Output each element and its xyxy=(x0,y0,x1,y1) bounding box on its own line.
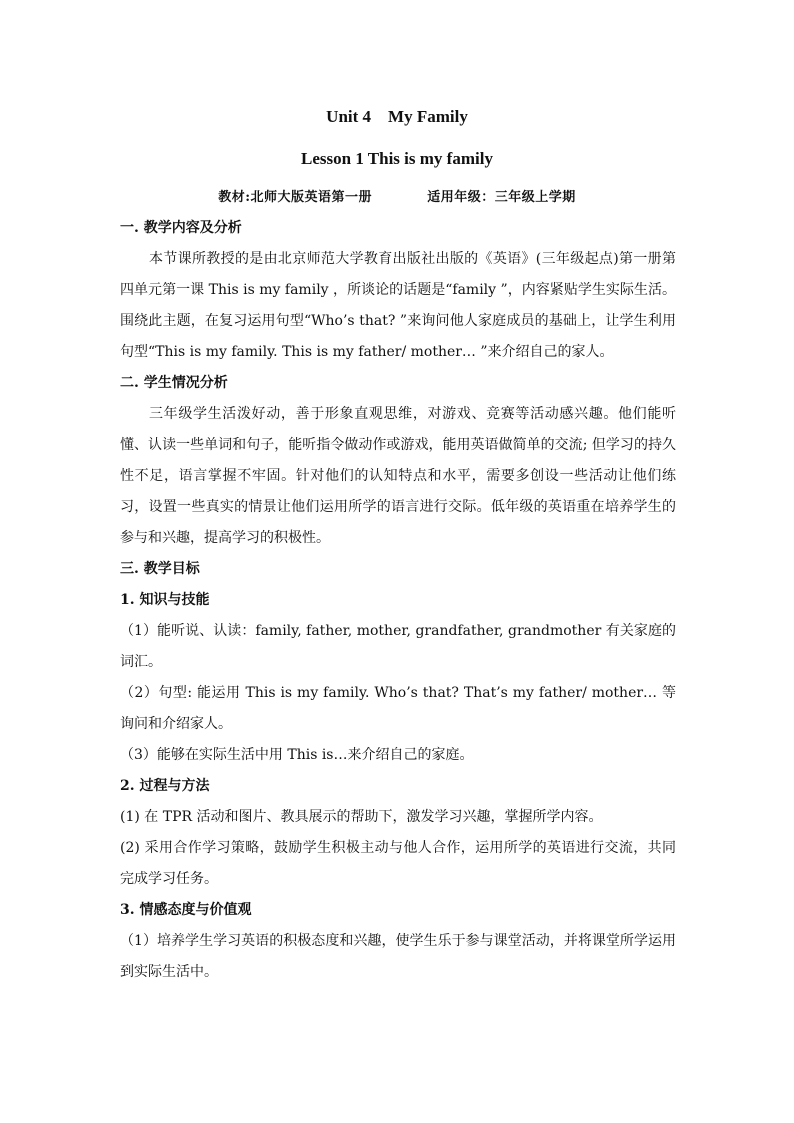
document-meta xyxy=(0,186,794,205)
goal-item: （1）能听说、认读：family, father, mother, grandfather, grandmother 有关家庭的词汇。 xyxy=(120,623,676,670)
subheading-knowledge-skills: 1. 知识与技能 xyxy=(120,592,210,608)
goal-item: (1) 在 TPR 活动和图片、教具展示的帮助下，激发学习兴趣，掌握所学内容。 xyxy=(120,809,603,825)
textbook-label: 教材:北师大版英语第一册 xyxy=(218,190,372,205)
subheading-attitude-values: 3. 情感态度与价值观 xyxy=(120,902,252,918)
section-heading-content-analysis: 一. 教学内容及分析 xyxy=(120,220,242,236)
document-body xyxy=(120,213,676,988)
lesson-title: Lesson 1 This is my family xyxy=(301,149,493,168)
content-analysis-paragraph: 本节课所教授的是由北京师范大学教育出版社出版的《英语》(三年级起点)第一册第四单元第一课 This is my family ，所谈论的话题是“family ”，内容紧贴学生实际生活。围绕此主题，在复习运用句型“Who’s that? ”来询问他人家庭成员的基础上，让学生利用句型“This is my family. This is my father/ mother… ”来介绍自己的家人。 xyxy=(120,251,676,360)
unit-title: Unit 4 My Family xyxy=(326,107,468,126)
student-analysis-paragraph: 三年级学生活泼好动，善于形象直观思维，对游戏、竞赛等活动感兴趣。他们能听懂、认读一些单词和句子，能听指令做动作或游戏，能用英语做简单的交流; 但学习的持久性不足，语言掌握不牢固。针对他们的认知特点和水平，需要多创设一些活动让他们练习，设置一些真实的情景让他们运用所学的语言进行交际。低年级的英语重在培养学生的参与和兴趣，提高学习的积极性。 xyxy=(120,406,676,546)
section-heading-student-analysis: 二. 学生情况分析 xyxy=(120,375,228,391)
subheading-process-methods: 2. 过程与方法 xyxy=(120,778,210,794)
goal-item: （1）培养学生学习英语的积极态度和兴趣，使学生乐于参与课堂活动，并将课堂所学运用到实际生活中。 xyxy=(120,933,676,980)
grade-label: 适用年级：三年级上学期 xyxy=(427,190,576,205)
goal-item: (2) 采用合作学习策略，鼓励学生积极主动与他人合作，运用所学的英语进行交流，共同完成学习任务。 xyxy=(120,840,676,887)
goal-item: （2）句型: 能运用 This is my family. Who’s that? That’s my father/ mother… 等询问和介绍家人。 xyxy=(120,685,676,732)
goal-item: （3）能够在实际生活中用 This is…来介绍自己的家庭。 xyxy=(120,747,474,763)
section-heading-teaching-goals: 三. 教学目标 xyxy=(120,561,200,577)
